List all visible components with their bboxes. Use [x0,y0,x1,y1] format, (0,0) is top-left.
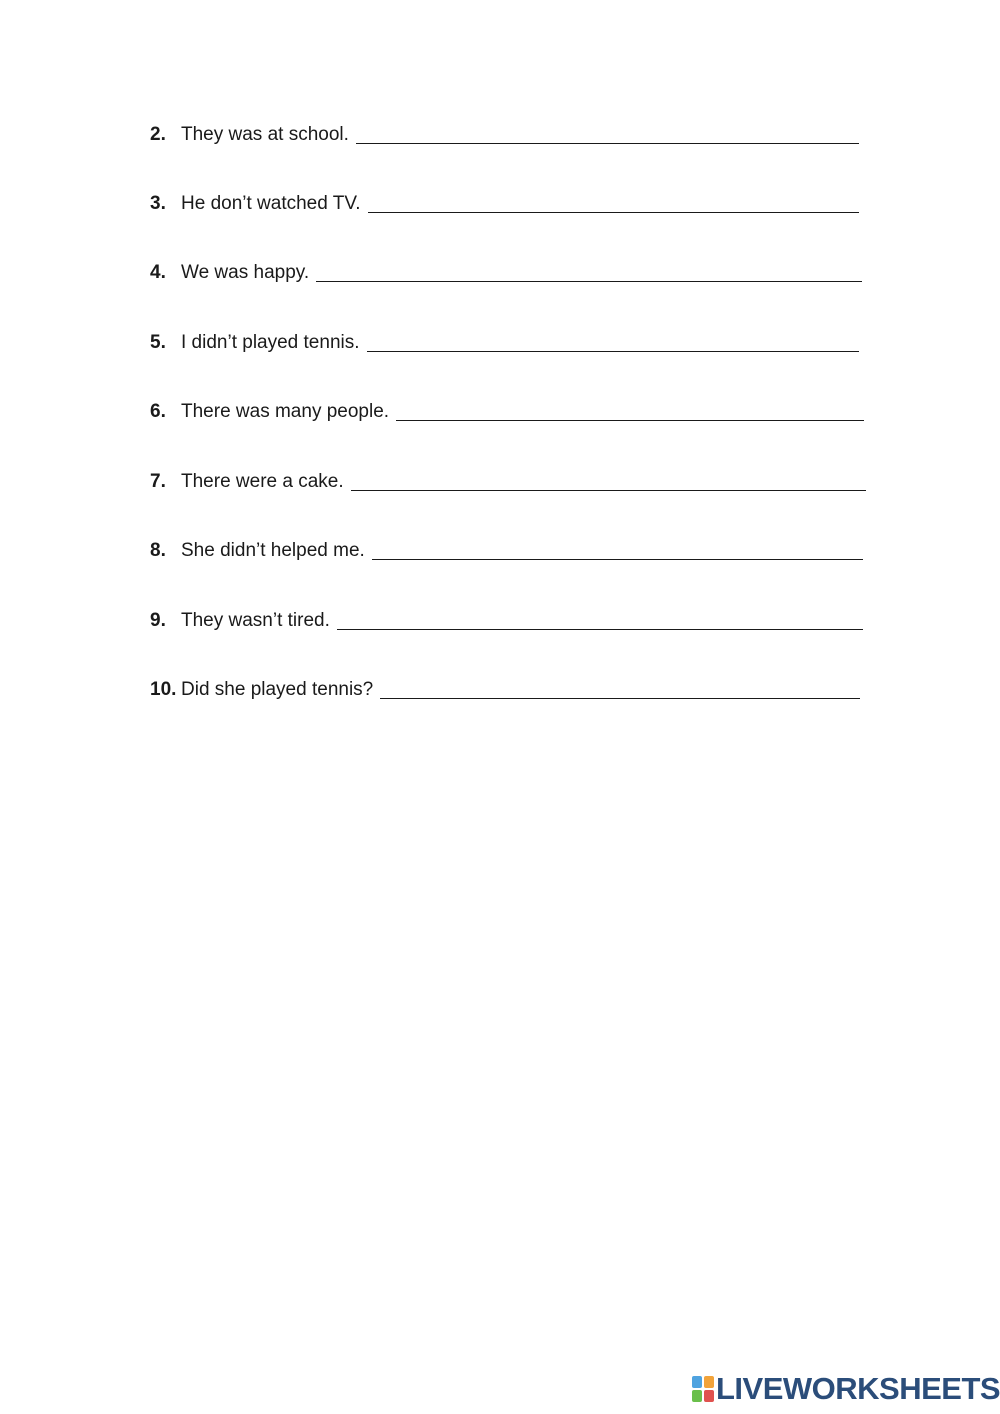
question-text: She didn’t helped me. [181,540,365,561]
question-item [150,326,859,354]
brand-name: LIVEWORKSHEETS [716,1371,1000,1406]
question-text: They wasn’t tired. [181,610,330,631]
question-text: I didn’t played tennis. [181,332,360,353]
answer-line[interactable] [337,628,863,630]
question-number: 4. [150,262,166,283]
question-item [150,465,866,493]
question-item [150,187,859,215]
logo-square-icon [704,1376,714,1388]
question-number: 10. [150,679,177,700]
answer-line[interactable] [316,280,862,282]
question-text: Did she played tennis? [181,679,374,700]
logo-square-icon [692,1390,702,1402]
question-number: 6. [150,401,166,422]
answer-line[interactable] [372,558,863,560]
logo-square-icon [692,1376,702,1388]
question-text: We was happy. [181,262,310,283]
liveworksheets-logo-icon [692,1376,714,1402]
question-item [150,395,864,423]
answer-line[interactable] [396,419,864,421]
question-item [150,256,862,284]
question-item [150,534,863,562]
answer-line[interactable] [367,350,859,352]
question-item [150,604,863,632]
question-text: There were a cake. [181,471,344,492]
question-number: 5. [150,332,166,353]
answer-line[interactable] [351,489,866,491]
logo-square-icon [704,1390,714,1402]
question-item [150,673,860,701]
answer-line[interactable] [380,697,860,699]
answer-line[interactable] [368,211,859,213]
question-number: 8. [150,540,166,561]
question-number: 7. [150,471,166,492]
liveworksheets-brand [692,1371,1000,1406]
answer-line[interactable] [356,142,859,144]
question-text: They was at school. [181,124,349,145]
question-number: 3. [150,193,166,214]
question-text: He don’t watched TV. [181,193,361,214]
question-number: 2. [150,124,166,145]
question-item [150,118,859,146]
question-text: There was many people. [181,401,390,422]
question-number: 9. [150,610,166,631]
